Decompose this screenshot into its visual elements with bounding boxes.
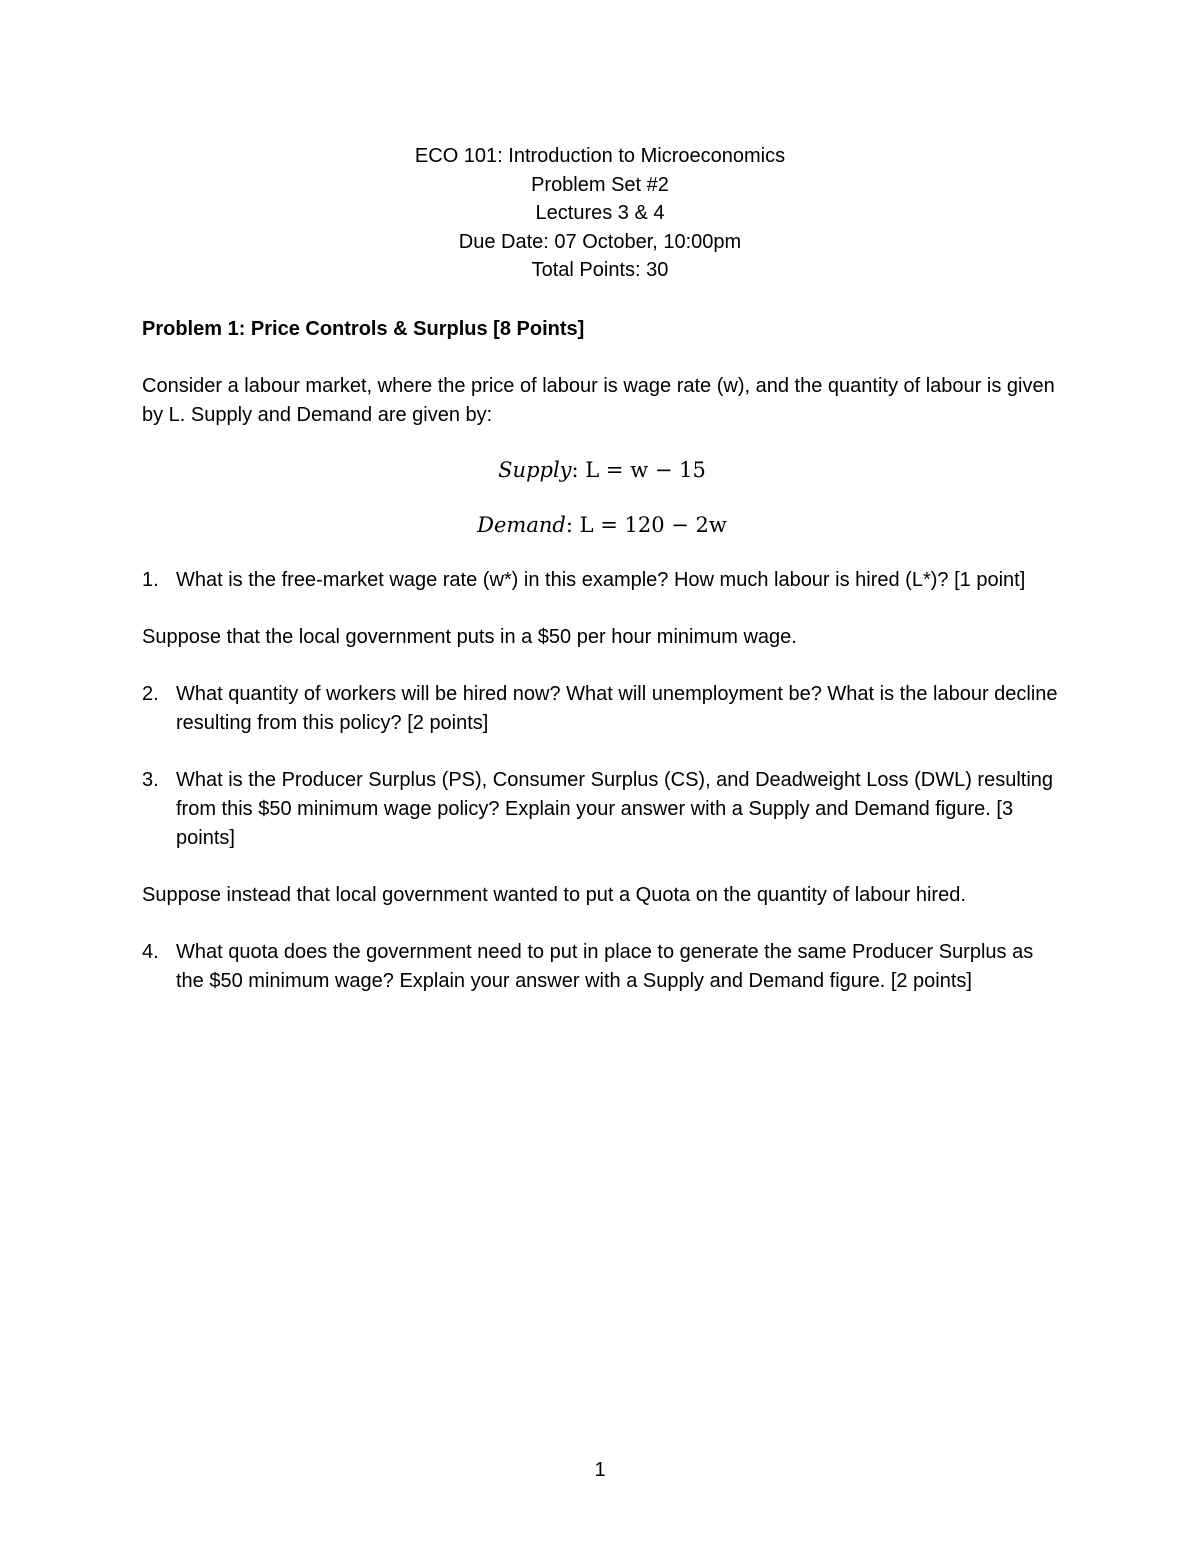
problem-set-label: Problem Set #2 [531, 173, 669, 196]
problem-intro: Consider a labour market, where the price of labour is wage rate (w), and the quantity of labour is given by L. Supply and Demand are given by: [142, 375, 1055, 426]
supply-label: Supply [498, 458, 572, 482]
lectures-label: Lectures 3 & 4 [535, 202, 665, 224]
supply-equation [142, 456, 1062, 485]
due-date: Due Date: 07 October, 10:00pm [458, 230, 742, 253]
question-number: 4. [142, 941, 159, 963]
question-4 [142, 938, 1062, 996]
document-header [0, 142, 1200, 285]
question-2 [142, 680, 1062, 738]
min-wage-statement: Suppose that the local government puts in a $50 per hour minimum wage. [142, 626, 797, 648]
question-text: What is the Producer Surplus (PS), Consumer Surplus (CS), and Deadweight Loss (DWL) resulting from this $50 minimum wage policy? Explain your answer with a Supply and Demand figure. [3 points] [176, 769, 1054, 849]
supply-expression: : L = w − 15 [571, 458, 706, 482]
question-text: What is the free-market wage rate (w*) in this example? How much labour is hired (L*)? [1 point] [176, 569, 1026, 591]
question-3 [142, 766, 1062, 853]
demand-equation [142, 511, 1062, 540]
problem-title: Problem 1: Price Controls & Surplus [8 Points] [142, 318, 585, 340]
question-number: 1. [142, 569, 159, 591]
demand-label: Demand [477, 513, 566, 537]
question-text: What quantity of workers will be hired now? What will unemployment be? What is the labour decline resulting from this policy? [2 points] [176, 683, 1058, 734]
problem-1-section [142, 315, 1062, 996]
page-number: 1 [594, 1459, 606, 1481]
question-text: What quota does the government need to put in place to generate the same Producer Surplus as the $50 minimum wage? Explain your answer with a Supply and Demand figure. [2 points] [176, 941, 1034, 992]
question-number: 2. [142, 683, 159, 705]
question-1 [142, 566, 1062, 595]
quota-statement: Suppose instead that local government wanted to put a Quota on the quantity of labour hired. [142, 884, 966, 906]
demand-expression: : L = 120 − 2w [565, 513, 727, 537]
question-number: 3. [142, 769, 159, 791]
total-points: Total Points: 30 [531, 259, 669, 281]
course-title: ECO 101: Introduction to Microeconomics [414, 145, 786, 167]
